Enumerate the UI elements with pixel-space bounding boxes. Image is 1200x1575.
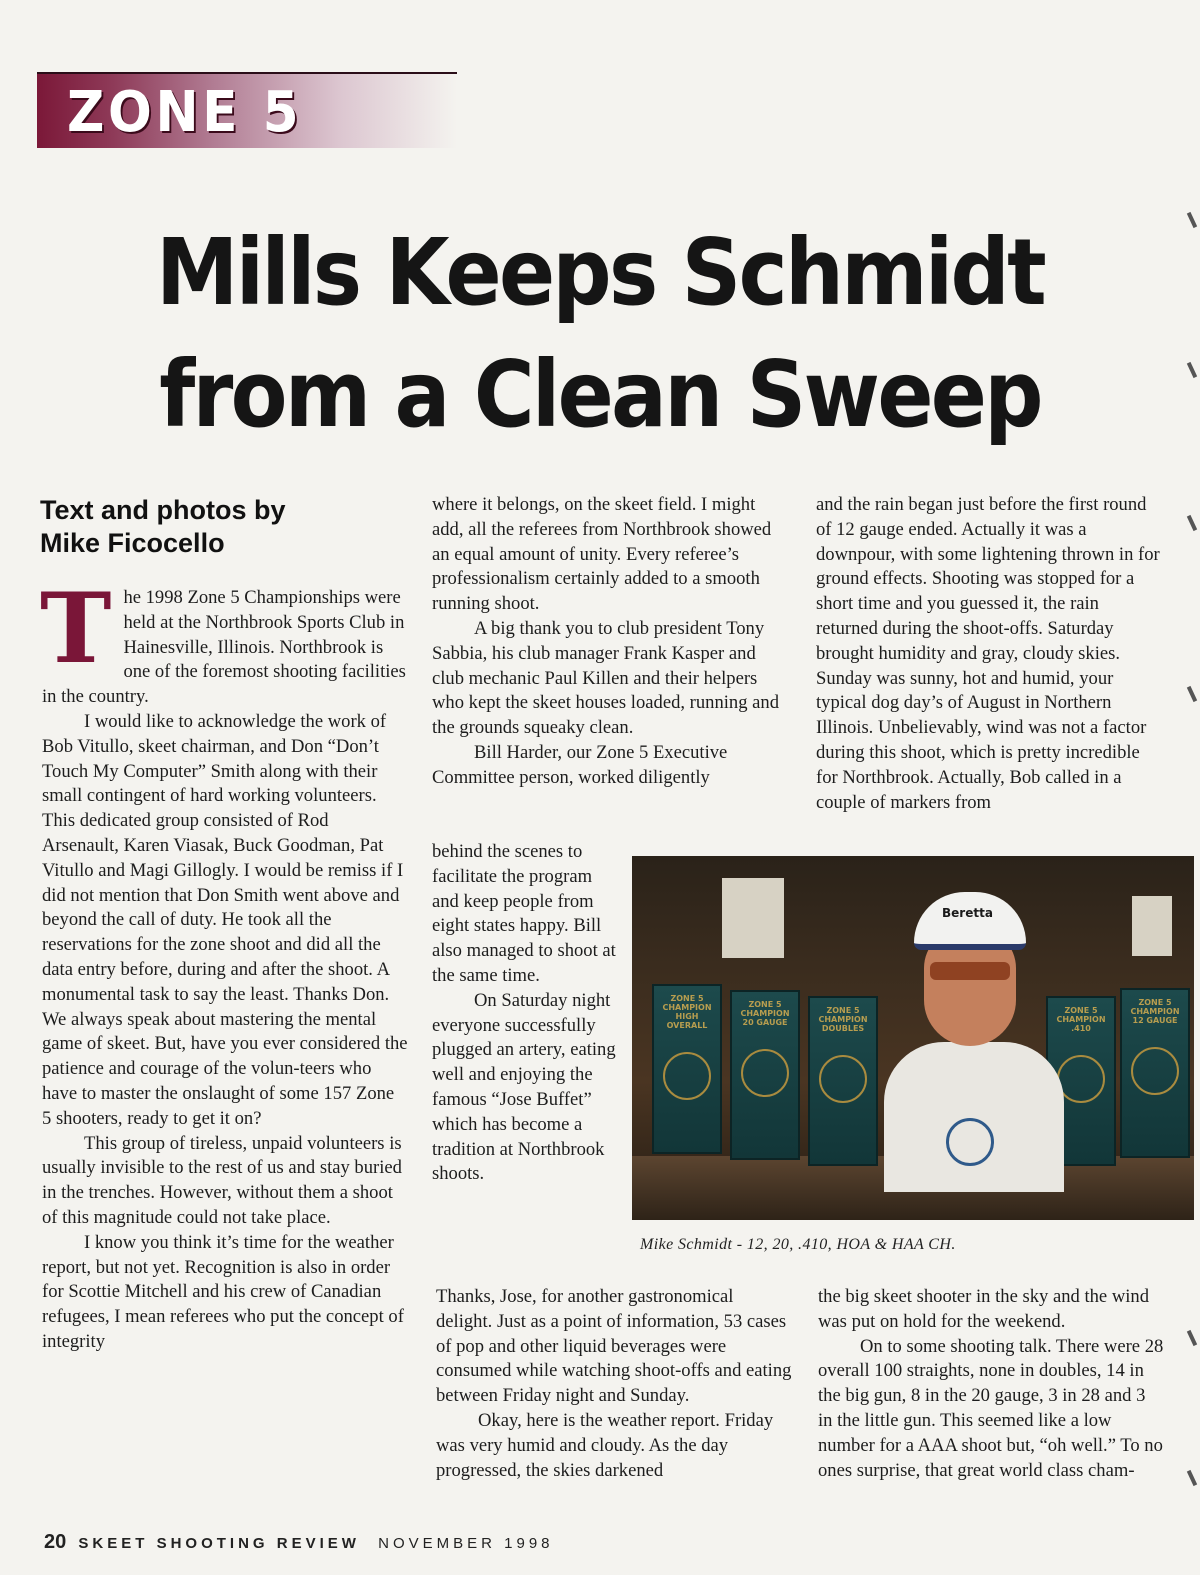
plaque-text: ZONE 5 (670, 994, 704, 1003)
sunglasses-icon (930, 962, 1010, 980)
scan-edge-mark (1187, 515, 1197, 531)
paragraph: Okay, here is the weather report. Friday was very humid and cloudy. As the day progressed, the skies darkened (436, 1409, 774, 1481)
cap-logo: Beretta (942, 906, 993, 920)
paragraph-text: he 1998 Zone 5 Championships were held at the Northbrook Sports Club in Hainesville, Illinois. Northbrook is one of the foremost shooting facilities in the country. (42, 587, 406, 708)
nssa-seal-icon (1131, 1047, 1179, 1095)
paragraph: and the rain began just before the first round of 12 gauge ended. Actually it was a downpour, with some lightening thrown in for ground effects. Shooting was stopped for a short time and you guessed it, the rain returned during the shoot-offs. Saturday brought humidity and gray, cloudy skies. Sunday was sunny, hot and humid, your typical dog day’s of August in Northern Illinois. Unbelievably, wind was not a factor during this shoot, which is pretty incredible for Northbrook. Actually, Bob called in a couple of markers from (816, 494, 1160, 813)
plaque-text: CHAMPION (662, 1003, 712, 1012)
article-column-3-bottom (818, 1285, 1164, 1483)
scan-edge-mark (1187, 1470, 1197, 1486)
plaque-text: DOUBLES (821, 1024, 865, 1033)
scan-edge-mark (1187, 362, 1197, 378)
plaque-text: .410 (1071, 1024, 1091, 1033)
shirt (884, 1042, 1064, 1192)
nssa-seal-icon (663, 1052, 711, 1100)
scan-edge-mark (1187, 686, 1197, 702)
plaque-text: CHAMPION (1056, 1015, 1106, 1024)
paragraph: Bill Harder, our Zone 5 Executive Committee person, worked diligently (432, 741, 728, 788)
paragraph: On to some shooting talk. There were 28 overall 100 straights, none in doubles, 14 in the big gun, 8 in the 20 gauge, 3 in 28 and 3 in the little gun. This seemed like a low number for a AAA shoot but, “oh well.” To no ones surprise, that great world class cham- (818, 1335, 1164, 1481)
article-photo (632, 856, 1194, 1220)
plaque-text: 20 GAUGE (742, 1018, 788, 1027)
paragraph: I know you think it’s time for the weather report, but not yet. Recognition is also in order for Scottie Mitchell and his crew of Canadian refugees, I mean referees who put the concept of integrity (42, 1231, 404, 1352)
paragraph: A big thank you to club president Tony Sabbia, his club manager Frank Kasper and club mechanic Paul Killen and their helpers who kept the skeet houses loaded, running and the grounds squeaky clean. (432, 617, 780, 739)
nssa-seal-icon (1057, 1055, 1105, 1103)
plaque-text: HIGH (675, 1012, 699, 1021)
drop-cap: T (40, 572, 112, 685)
trophy-plaque (1120, 988, 1190, 1158)
paragraph: This group of tireless, unpaid volunteers is usually invisible to the rest of us and stay buried in the trenches. However, without them a shoot of this magnitude could not take place. (42, 1132, 402, 1228)
byline (40, 494, 410, 560)
article-column-3-top (816, 493, 1162, 815)
paragraph: I would like to acknowledge the work of Bob Vitullo, skeet chairman, and Don “Don’t Touch My Computer” Smith along with their small contingent of hard working volunteers. This dedicated group consisted of Rod Arsenault, Karen Viasak, Buck Goodman, Pat Vitullo and Magi Gillogly. I would be remiss if I did not mention that Don Smith went above and beyond the call of duty. He took all the reservations for the zone shoot and did all the data entry before, during and after the shoot. A monumental task to say the least. Thanks Don. We always speak about mastering the mental game of skeet. But, have you ever considered the patience and courage of the volun-teers who have to master the onslaught of some 157 Zone 5 shooters, ready to get it on? (42, 710, 408, 1129)
byline-author: Mike Ficocello (40, 528, 225, 558)
trophy-plaque (730, 990, 800, 1160)
headline-line-2: from a Clean Sweep (159, 341, 1041, 448)
plaque-text: CHAMPION (818, 1015, 868, 1024)
plaque-text: CHAMPION (740, 1009, 790, 1018)
person-mike-schmidt (884, 892, 1064, 1192)
beretta-logo-icon (946, 1118, 994, 1166)
paragraph: where it belongs, on the skeet field. I might add, all the referees from Northbrook showed an equal amount of unity. Every referee’s professionalism certainly added to a smooth running shoot. (432, 494, 772, 615)
paragraph: behind the scenes to facilitate the program and keep people from eight states happy. Bill also managed to shoot at the same time. (432, 841, 616, 986)
page-number: 20 (44, 1531, 67, 1553)
scan-edge-mark (1187, 1330, 1197, 1346)
headline-line-1: Mills Keeps Schmidt (156, 219, 1044, 326)
page-footer (44, 1531, 944, 1554)
byline-line-1: Text and photos by (40, 495, 286, 525)
plaque-text: ZONE 5 (1138, 998, 1172, 1007)
trophy-plaque (808, 996, 878, 1166)
nssa-seal-icon (819, 1055, 867, 1103)
section-banner-text: ZONE 5 (67, 80, 303, 145)
issue-date: NOVEMBER 1998 (378, 1535, 554, 1552)
nssa-seal-icon (741, 1049, 789, 1097)
article-column-2-top (432, 493, 780, 791)
paragraph: On Saturday night everyone successfully plugged an artery, eating well and enjoying the famous “Jose Buffet” which has become a tradition at Northbrook shoots. (432, 989, 616, 1185)
article-column-2-bottom (436, 1285, 794, 1483)
plaque-text: ZONE 5 (1064, 1006, 1098, 1015)
plaque-text: ZONE 5 (748, 1000, 782, 1009)
scan-edge-mark (1187, 212, 1197, 228)
paragraph: the big skeet shooter in the sky and the wind was put on hold for the weekend. (818, 1286, 1150, 1332)
magazine-name: SKEET SHOOTING REVIEW (78, 1535, 360, 1552)
article-column-2-narrow (432, 840, 622, 1187)
plaque-text: OVERALL (666, 1021, 708, 1030)
background-window (722, 878, 784, 958)
section-banner (37, 72, 457, 148)
headline (60, 212, 1140, 456)
background-window (1132, 896, 1172, 956)
trophy-plaque (652, 984, 722, 1154)
article-column-1 (40, 572, 408, 1355)
plaque-text: 12 GAUGE (1132, 1016, 1178, 1025)
plaque-text: ZONE 5 (826, 1006, 860, 1015)
paragraph: Thanks, Jose, for another gastronomical delight. Just as a point of information, 53 cases of pop and other liquid beverages were consumed while watching shoot-offs and eating between Friday night and Sunday. (436, 1286, 792, 1407)
photo-caption: Mike Schmidt - 12, 20, .410, HOA & HAA CH. (640, 1236, 956, 1253)
cap (914, 892, 1026, 950)
paragraph (40, 572, 408, 710)
plaque-text: CHAMPION (1130, 1007, 1180, 1016)
